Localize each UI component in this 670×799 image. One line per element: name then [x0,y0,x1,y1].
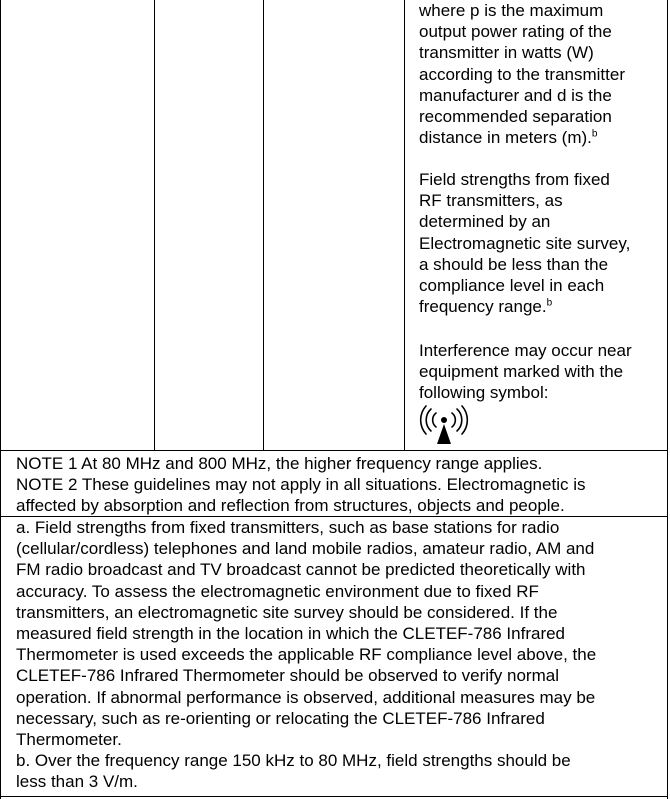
separation-distance-text [419,0,665,148]
text-line: compliance level in each [419,276,605,296]
text-line: equipment marked with the [419,362,624,382]
footnote-line: b. Over the frequency range 150 kHz to 80 MHz, field strengths should be [16,751,571,771]
footnote-line: FM radio broadcast and TV broadcast cannot be predicted theoretically with [16,560,586,580]
text-fragment: distance in meters (m). [419,128,592,148]
table-border-right [667,0,668,799]
footnote-line: Thermometer. [16,730,122,750]
notes-cell [16,453,666,517]
footnote-line: (cellular/cordless) telephones and land mobile radios, amateur radio, AM and [16,539,595,559]
footnote-line: necessary, such as re-orienting or relocating the CLETEF-786 Infrared [16,708,545,728]
text-line: according to the transmitter [419,64,625,84]
text-line: output power rating of the [419,22,612,42]
footnote-line: a. Field strengths from fixed transmitters, such as base stations for radio [16,518,560,537]
column-divider-3 [404,0,405,450]
text-line: a should be less than the [419,254,609,274]
text-line-with-sup [419,296,665,317]
text-fragment: frequency range. [419,297,547,317]
non-ionizing-radiation-icon [419,404,469,450]
text-line: Electromagnetic site survey, [419,233,631,253]
footnote-line: Thermometer is used exceeds the applicable RF compliance level above, the [16,645,597,665]
text-line: RF transmitters, as [419,191,563,211]
footnotes-cell [16,517,666,793]
table-border-bottom [0,796,668,797]
table-border-left [0,0,1,799]
interference-text [419,340,665,404]
text-line: determined by an [419,212,551,232]
column-divider-2 [263,0,264,450]
row-divider-upper [0,450,668,451]
text-line-with-sup [419,127,665,148]
text-line: manufacturer and d is the [419,85,612,105]
text-line: Interference may occur near [419,341,632,360]
footnote-line: transmitters, an electromagnetic site survey should be considered. If the [16,602,558,622]
text-line: recommended separation [419,107,612,127]
footnote-ref-b: b [591,128,598,140]
footnote-line: operation. If abnormal performance is observed, additional measures may be [16,687,596,707]
field-strength-text [419,169,665,317]
footnote-line: accuracy. To assess the electromagnetic environment due to fixed RF [16,581,539,601]
text-line: transmitter in watts (W) [419,43,594,63]
footnote-line: measured field strength in the location in which the CLETEF-786 Infrared [16,624,566,644]
footnote-line: less than 3 V/m. [16,772,138,792]
note-line: affected by absorption and reflection from structures, objects and people. [16,496,565,516]
note-line: NOTE 1 At 80 MHz and 800 MHz, the higher frequency range applies. [16,454,543,473]
text-line: following symbol: [419,383,549,403]
text-line: where p is the maximum [419,1,604,20]
footnote-ref-b: b [546,297,553,309]
note-line: NOTE 2 These guidelines may not apply in all situations. Electromagnetic is [16,475,586,495]
footnote-line: CLETEF-786 Infrared Thermometer should be observed to verify normal [16,666,559,686]
column-divider-1 [154,0,155,450]
text-line: Field strengths from fixed [419,170,610,189]
